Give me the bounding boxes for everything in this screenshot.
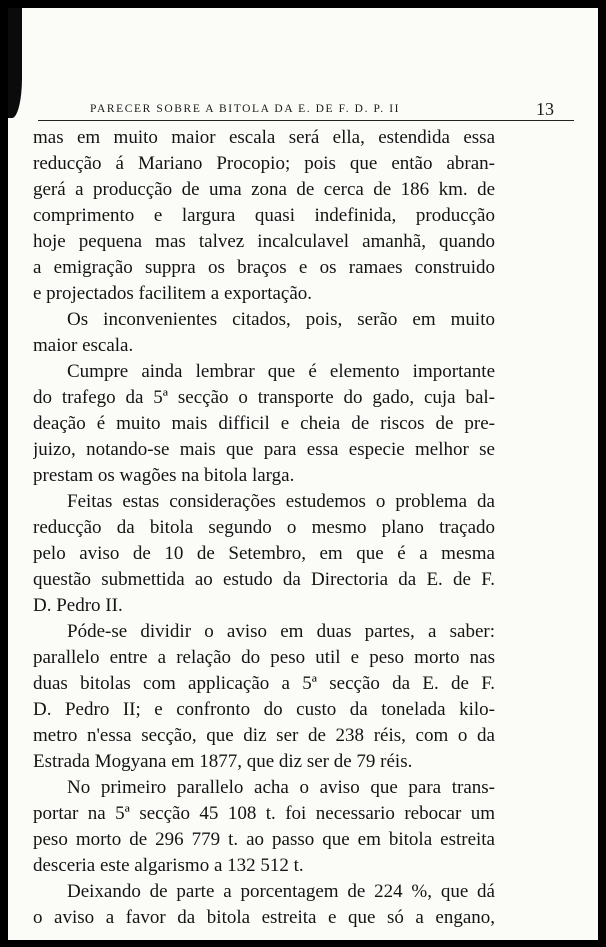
text-line: desceria este algarismo a 132 512 t. [33,855,304,876]
text-line: do trafego da 5ª secção o transporte do gado, cuja bal- [33,387,495,408]
text-line: Feitas estas considerações estudemos o problema da [67,491,495,512]
text-line: portar na 5ª secção 45 108 t. foi necessario rebocar um [33,803,495,824]
text-line: D. Pedro II; e confronto do custo da tonelada kilo- [33,699,495,720]
text-line: pelo aviso de 10 de Setembro, em que é a mesma [33,543,495,564]
text-line: duas bitolas com applicação a 5ª secção da E. de F. [33,673,495,694]
text-line: Póde-se dividir o aviso em duas partes, a saber: [67,621,495,642]
text-line: e projectados facilitem a exportação. [33,283,313,304]
page-header [38,100,574,121]
text-line: Cumpre ainda lembrar que é elemento importante [67,361,495,382]
text-line: peso morto de 296 779 t. ao passo que em bitola estreita [33,829,495,850]
text-line: mas em muito maior escala será ella, estendida essa [33,127,495,148]
body-text [33,125,495,931]
text-line: comprimento e largura quasi indefinida, producção [33,205,495,226]
text-line: questão submettida ao estudo da Directoria da E. de F. [33,569,495,590]
text-line: gerá a producção de uma zona de cerca de 186 km. de [33,179,495,200]
page-number: 13 [536,99,554,119]
text-line: reducção da bitola segundo o mesmo plano traçado [33,517,495,538]
text-line: metro n'essa secção, que diz ser de 238 réis, com o da [33,725,495,746]
text-line: Deixando de parte a porcentagem de 224 %, que dá [67,881,495,902]
text-line: o aviso a favor da bitola estreita e que só a engano, [33,907,495,928]
text-line: No primeiro parallelo acha o aviso que para trans- [67,777,495,798]
text-line: Estrada Mogyana em 1877, que diz ser de 79 réis. [33,751,413,772]
text-line: a emigração suppra os braços e os ramaes construido [33,257,495,278]
running-head: PARECER SOBRE A BITOLA DA E. DE F. D. P. II [90,103,401,115]
text-line: deação é muito mais difficil e cheia de riscos de pre- [33,413,495,434]
text-line: hoje pequena mas talvez incalculavel amanhã, quando [33,231,495,252]
text-line: Os inconvenientes citados, pois, serão em muito [67,309,495,330]
text-line: parallelo entre a relação do peso util e peso morto nas [33,647,495,668]
book-page [8,8,598,940]
text-line: juizo, notando-se mais que para essa especie melhor se [33,439,495,460]
text-line: reducção á Mariano Procopio; pois que então abran- [33,153,495,174]
text-line: maior escala. [33,335,134,356]
binding-shadow [8,8,22,118]
text-line: prestam os wagões na bitola larga. [33,465,295,486]
text-line: D. Pedro II. [33,595,123,616]
